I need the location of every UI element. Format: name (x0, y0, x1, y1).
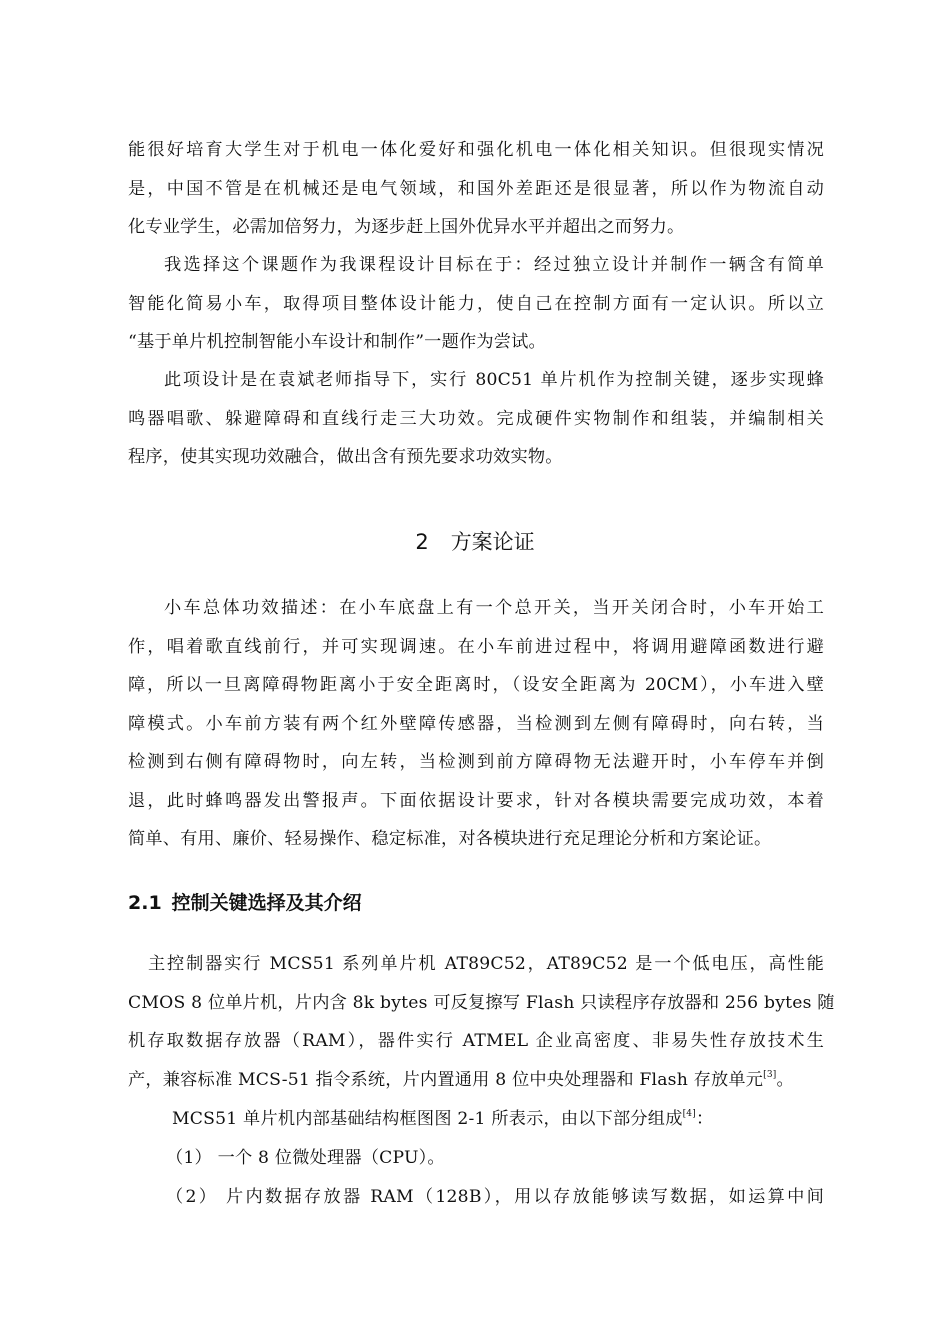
text-line: 能很好培育大学生对于机电一体化爱好和强化机电一体化相关知识。但很现实情况 (128, 140, 824, 160)
text-line-with-citation (128, 1061, 824, 1100)
text-end: 。 (776, 1069, 794, 1090)
text-line: 鸣器唱歌、躲避障碍和直线行走三大功效。完成硬件实物制作和组装，并编制相关 (128, 408, 824, 429)
text-line: 主控制器实行 MCS51 系列单片机 AT89C52，AT89C52 是一个低电压，高性能 (148, 954, 824, 974)
paragraph-1 (128, 131, 824, 247)
text-line: 作，唱着歌直线前行，并可实现调速。在小车前进过程中，将调用避障函数进行避 (128, 636, 824, 657)
text-line: 是，中国不管是在机械还是电气领域，和国外差距还是很显著，所以作为物流自动 (128, 178, 824, 199)
text-line: CMOS 8 位单片机，片内含 8k bytes 可反复擦写 Flash 只读程序存放器和 256 bytes 随 (128, 992, 835, 1013)
text-line: 智能化简易小车，取得项目整体设计能力，使自己在控制方面有一定认识。所以立 (128, 293, 824, 314)
text-line: 此项设计是在袁斌老师指导下，实行 80C51 单片机作为控制关键，逐步实现蜂 (164, 370, 824, 390)
text-line: （2） 片内数据存放器 RAM（128B），用以存放能够读写数据，如运算中间 (166, 1187, 824, 1207)
text-line: “基于单片机控制智能小车设计和制作”一题作为尝试。 (128, 332, 546, 352)
text-line: 障，所以一旦离障碍物距离小于安全距离时，（设安全距离为 20CM），小车进入壁 (128, 675, 824, 695)
text-line: 产，兼容标准 MCS-51 指令系统，片内置通用 8 位中央处理器和 Flash 存放单元 (128, 1069, 764, 1090)
citation-ref: [4] (682, 1109, 696, 1119)
citation-ref: [3] (763, 1069, 777, 1080)
text-line: 化专业学生，必需加倍努力，为逐步赶上国外优异水平并超出之而努力。 (128, 217, 685, 237)
paragraph-4 (128, 589, 824, 859)
section-title: 控制关键选择及其介绍 (171, 892, 362, 914)
text-line: 退，此时蜂鸣器发出警报声。下面依据设计要求，针对各模块需要完成功效，本着 (128, 790, 824, 811)
text-line: 障模式。小车前方装有两个红外壁障传感器，当检测到左侧有障碍时，向右转，当 (128, 713, 824, 734)
paragraph-5 (128, 945, 835, 1099)
text-line: 机存取数据存放器（RAM），器件实行 ATMEL 企业高密度、非易失性存放技术生 (128, 1031, 824, 1051)
list-item-2 (128, 1178, 824, 1217)
section-number: 2.1 (128, 892, 162, 914)
section-heading-2 (0, 527, 950, 557)
section-number: 2 (415, 530, 429, 554)
paragraph-6 (128, 1100, 824, 1139)
text-line: 程序，使其实现功效融合，做出含有预先要求功效实物。 (128, 447, 563, 467)
text-line: 简单、有用、廉价、轻易操作、稳定标准，对各模块进行充足理论分析和方案论证。 (128, 829, 772, 849)
text-line: （1） 一个 8 位微处理器（CPU）。 (166, 1148, 445, 1168)
text-line-with-citation (128, 1100, 824, 1139)
section-title: 方案论证 (450, 530, 535, 554)
paragraph-3 (128, 361, 824, 477)
text-line: 我选择这个课题作为我课程设计目标在于：经过独立设计并制作一辆含有简单 (164, 255, 824, 275)
paragraph-2 (128, 246, 824, 362)
section-heading-2-1 (128, 888, 362, 918)
text-line: MCS51 单片机内部基础结构框图图 2-1 所表示，由以下部分组成 (172, 1109, 683, 1129)
text-line: 检测到右侧有障碍物时，向左转，当检测到前方障碍物无法避开时，小车停车并倒 (128, 752, 824, 772)
text-end: ： (695, 1109, 714, 1129)
text-line: 小车总体功效描述：在小车底盘上有一个总开关，当开关闭合时，小车开始工 (164, 598, 824, 618)
list-item-1 (128, 1139, 824, 1178)
